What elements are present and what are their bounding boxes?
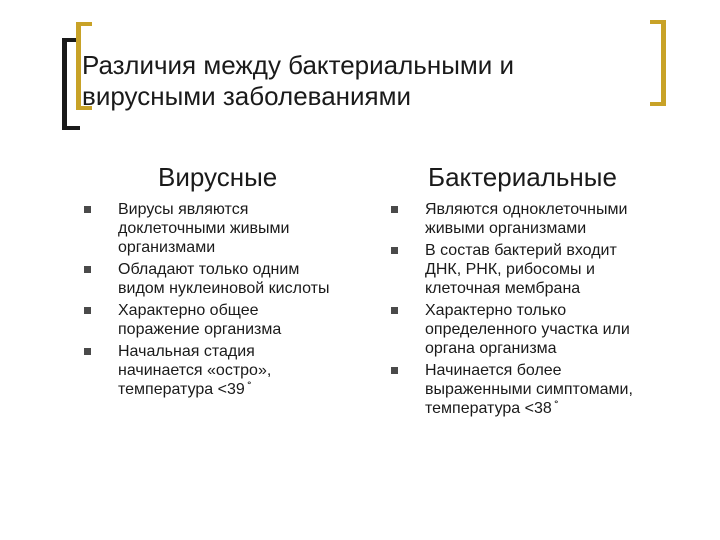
viral-list-item xyxy=(118,342,368,399)
viral-item-line: Обладают только одним xyxy=(118,261,300,278)
viral-list-item xyxy=(118,200,368,257)
bacterial-list-item xyxy=(425,241,685,298)
bacterial-item-line: Начинается более xyxy=(425,362,562,379)
bacterial-item-line: клеточная мембрана xyxy=(425,280,581,297)
bacterial-list-item xyxy=(425,301,685,358)
bacterial-item-line: Характерно только xyxy=(425,302,567,319)
viral-list-item xyxy=(118,301,368,339)
square-bullet-icon xyxy=(84,206,91,213)
bacterial-item-line: живыми организмами xyxy=(425,220,587,237)
square-bullet-icon xyxy=(391,367,398,374)
viral-item-line: доклеточными живыми xyxy=(118,220,290,237)
slide-title-line-1: Различия между бактериальными и xyxy=(82,50,515,80)
viral-item-line: Начальная стадия xyxy=(118,343,255,360)
viral-item-line: температура <39 ̊ xyxy=(118,381,250,398)
viral-item-line: видом нуклеиновой кислоты xyxy=(118,280,330,297)
square-bullet-icon xyxy=(391,247,398,254)
viral-item-line: начинается «остро», xyxy=(118,362,272,379)
viral-item-line: поражение организма xyxy=(118,321,282,338)
bacterial-item-line: ДНК, РНК, рибосомы и xyxy=(425,261,595,278)
slide-title xyxy=(82,50,602,112)
bacterial-item-line: определенного участка или xyxy=(425,321,630,338)
bacterial-item-line: Являются одноклеточными xyxy=(425,201,628,218)
viral-list xyxy=(118,200,368,399)
square-bullet-icon xyxy=(391,307,398,314)
bacterial-list xyxy=(425,200,685,418)
viral-list-item xyxy=(118,260,368,298)
viral-item-line: организмами xyxy=(118,239,216,256)
viral-column-heading: Вирусные xyxy=(158,162,278,192)
viral-item-line: Вирусы являются xyxy=(118,201,249,218)
square-bullet-icon xyxy=(391,206,398,213)
right-gold-bracket-decoration xyxy=(650,20,666,106)
bacterial-item-line: температура <38 ̊ xyxy=(425,400,557,417)
viral-item-line: Характерно общее xyxy=(118,302,259,319)
slide-title-line-2: вирусными заболеваниями xyxy=(82,81,412,111)
bacterial-list-item xyxy=(425,200,685,238)
bacterial-column-heading: Бактериальные xyxy=(428,162,617,192)
bacterial-item-line: В состав бактерий входит xyxy=(425,242,617,259)
bacterial-list-item xyxy=(425,361,685,418)
square-bullet-icon xyxy=(84,348,91,355)
square-bullet-icon xyxy=(84,307,91,314)
bacterial-item-line: выраженными симптомами, xyxy=(425,381,633,398)
bacterial-item-line: органа организма xyxy=(425,340,557,357)
square-bullet-icon xyxy=(84,266,91,273)
